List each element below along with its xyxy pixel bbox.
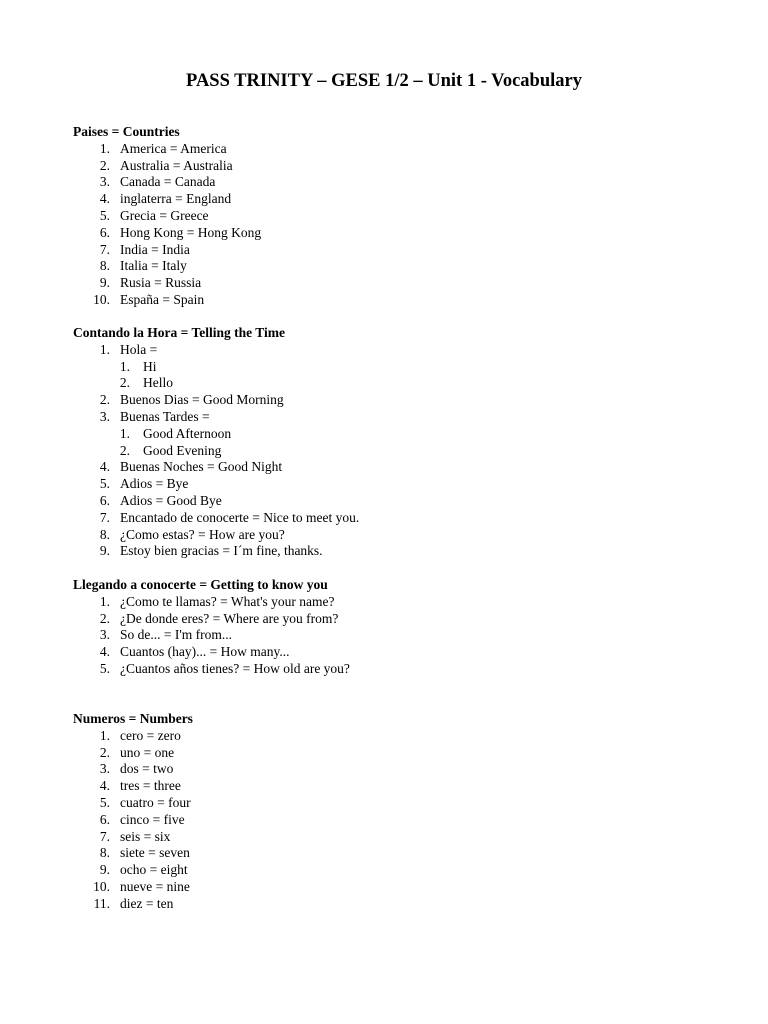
list-item [73,174,733,191]
item-text: Buenos Dias = Good Morning [120,392,284,408]
item-number: 8. [99,845,110,861]
item-text: Encantado de conocerte = Nice to meet you. [120,509,360,525]
item-number: 5. [99,794,110,810]
list-item [73,879,733,896]
item-text: seis = six [120,828,171,844]
item-text: diez = ten [120,895,174,911]
item-text: nueve = nine [120,878,190,894]
item-number: 2. [99,610,110,626]
item-text: Estoy bien gracias = I´m fine, thanks. [120,543,323,559]
item-number: 3. [99,761,110,777]
list-item [73,476,733,493]
section-heading: Contando la Hora = Telling the Time [73,325,285,340]
item-text: Australia = Australia [120,157,233,173]
item-number: 9. [99,543,110,559]
section-countries [73,124,733,309]
item-number: 6. [99,492,110,508]
list-item [73,258,733,275]
item-number: 3. [99,627,110,643]
item-text: dos = two [120,761,174,777]
item-number: 1. [119,358,130,374]
sub-list-item [73,426,733,443]
item-number: 2. [99,744,110,760]
item-text: Grecia = Greece [120,207,209,223]
item-text: Hello [143,375,173,391]
item-number: 10. [93,291,110,307]
item-number: 5. [99,660,110,676]
sub-list-item [73,359,733,376]
item-number: 3. [99,408,110,424]
item-number: 1. [99,140,110,156]
item-number: 4. [99,644,110,660]
item-number: 2. [99,157,110,173]
item-number: 1. [119,425,130,441]
item-text: Good Evening [143,442,222,458]
list-item [73,795,733,812]
list-item [73,812,733,829]
list-item [73,459,733,476]
vocabulary-list [73,594,733,678]
item-text: cinco = five [120,811,185,827]
item-text: Hi [143,358,157,374]
item-number: 6. [99,811,110,827]
list-item [73,527,733,544]
item-number: 8. [99,258,110,274]
item-text: Adios = Bye [120,476,189,492]
item-number: 7. [99,828,110,844]
list-item [73,141,733,158]
item-text: Italia = Italy [120,258,187,274]
list-item [73,392,733,409]
item-text: tres = three [120,778,181,794]
item-number: 4. [99,191,110,207]
item-number: 2. [119,442,130,458]
list-item [73,611,733,628]
item-number: 1. [99,341,110,357]
section-heading: Paises = Countries [73,124,180,139]
list-item [73,644,733,661]
item-text: Buenas Tardes = [120,408,210,424]
list-item [73,225,733,242]
list-item [73,761,733,778]
item-number: 1. [99,727,110,743]
list-item [73,778,733,795]
item-text: uno = one [120,744,175,760]
item-number: 2. [99,392,110,408]
item-number: 5. [99,207,110,223]
section-numbers [73,711,733,913]
item-number: 10. [93,878,110,894]
list-item [73,292,733,309]
list-item [73,661,733,678]
list-item [73,208,733,225]
item-text: Hong Kong = Hong Kong [120,224,262,240]
list-item [73,493,733,510]
item-number: 2. [119,375,130,391]
item-text: Hola = [120,341,158,357]
item-number: 7. [99,509,110,525]
item-number: 8. [99,526,110,542]
item-text: inglaterra = England [120,191,232,207]
section-heading: Llegando a conocerte = Getting to know you [73,577,328,592]
item-number: 9. [99,862,110,878]
item-text: ¿Como te llamas? = What's your name? [120,593,335,609]
item-number: 4. [99,459,110,475]
item-text: Rusia = Russia [120,275,202,291]
item-text: España = Spain [120,291,205,307]
list-item [73,829,733,846]
document-title: PASS TRINITY – GESE 1/2 – Unit 1 - Vocabulary [186,71,582,91]
list-item [73,594,733,611]
item-number: 4. [99,778,110,794]
list-item [73,191,733,208]
vocabulary-list [73,728,733,913]
item-text: siete = seven [120,845,190,861]
item-text: ¿Como estas? = How are you? [120,526,285,542]
item-text: So de... = I'm from... [120,627,233,643]
list-item [73,627,733,644]
item-text: ¿Cuantos años tienes? = How old are you? [120,660,350,676]
list-item [73,158,733,175]
list-item [73,242,733,259]
list-item [73,342,733,359]
list-item [73,543,733,560]
item-number: 9. [99,275,110,291]
item-text: ¿De donde eres? = Where are you from? [120,610,339,626]
item-text: cero = zero [120,727,181,743]
list-item [73,275,733,292]
item-text: Adios = Good Bye [120,492,222,508]
item-number: 5. [99,476,110,492]
item-number: 7. [99,241,110,257]
list-item [73,862,733,879]
section-heading: Numeros = Numbers [73,711,193,726]
vocabulary-list [73,141,733,309]
vocabulary-list [73,342,733,560]
item-text: Canada = Canada [120,174,216,190]
section-getting-to-know [73,577,733,678]
section-telling-time [73,325,733,560]
item-text: Cuantos (hay)... = How many... [120,644,290,660]
item-text: India = India [120,241,190,257]
list-item [73,728,733,745]
item-number: 6. [99,224,110,240]
list-item [73,896,733,913]
item-number: 3. [99,174,110,190]
item-text: Good Afternoon [143,425,232,441]
list-item [73,409,733,426]
item-number: 1. [99,593,110,609]
list-item [73,745,733,762]
item-number: 11. [93,895,110,911]
item-text: ocho = eight [120,862,188,878]
sub-list-item [73,375,733,392]
sub-list-item [73,443,733,460]
item-text: America = America [120,140,227,156]
item-text: cuatro = four [120,794,191,810]
list-item [73,510,733,527]
list-item [73,845,733,862]
item-text: Buenas Noches = Good Night [120,459,283,475]
